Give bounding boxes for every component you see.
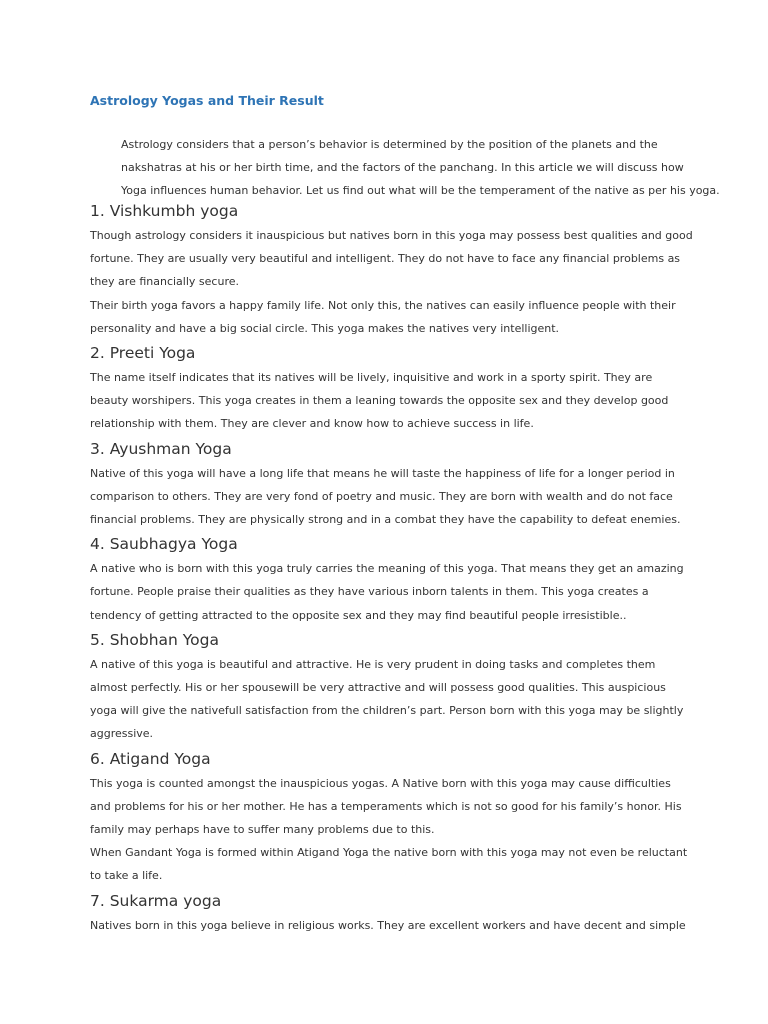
section-heading: 3. Ayushman Yoga [90,439,232,458]
document-title: Astrology Yogas and Their Result [90,93,324,108]
paragraph-line: relationship with them. They are clever and know how to achieve success in life. [90,417,534,431]
paragraph-line: When Gandant Yoga is formed within Atigand Yoga the native born with this yoga may not even be reluctant [90,846,688,860]
section-heading: 5. Shobhan Yoga [90,630,220,649]
section-paragraph [90,224,693,340]
paragraph-line: A native who is born with this yoga truly carries the meaning of this yoga. That means they get an amazing [90,562,684,576]
paragraph-line: Their birth yoga favors a happy family life. Not only this, the natives can easily influence people with their [90,298,676,312]
paragraph-line: The name itself indicates that its natives will be lively, inquisitive and work in a sporty spirit. They are [90,371,653,385]
section-heading: 1. Vishkumbh yoga [90,202,239,220]
section-paragraph [90,366,690,436]
section-heading: 2. Preeti Yoga [90,344,196,363]
paragraph-line: and problems for his or her mother. He has a temperaments which is not so good for his family’s honor. His [90,799,682,813]
paragraph-line: Native of this yoga will have a long life that means he will taste the happiness of life for a longer period in [90,466,675,480]
section-paragraph [90,914,690,937]
paragraph-line: fortune. They are usually very beautiful and intelligent. They do not have to face any financial problems as [90,252,681,266]
section-heading: 7. Sukarma yoga [90,891,222,910]
paragraph-line: tendency of getting attracted to the opposite sex and they may find beautiful people irresistible.. [90,608,627,622]
paragraph-line: fortune. People praise their qualities as they have various inborn talents in them. This yoga creates a [90,585,649,599]
section-heading: 6. Atigand Yoga [90,749,211,768]
paragraph-line: financial problems. They are physically strong and in a combat they have the capability to defeat enemies. [90,513,681,527]
intro-line: nakshatras at his or her birth time, and the factors of the panchang. In this article we will discuss how [121,161,684,174]
paragraph-line: comparison to others. They are very fond of poetry and music. They are born with wealth and do not face [90,489,673,503]
paragraph-line: beauty worshipers. This yoga creates in them a leaning towards the opposite sex and they develop good [90,394,669,408]
paragraph-line: personality and have a big social circle. This yoga makes the natives very intelligent. [90,321,560,335]
paragraph-line: Though astrology considers it inauspicious but natives born in this yoga may possess best qualities and good [90,229,693,242]
paragraph-line: family may perhaps have to suffer many problems due to this. [90,823,435,837]
paragraph-line: This yoga is counted amongst the inauspicious yogas. A Native born with this yoga may cause difficulties [90,776,671,790]
section-heading: 4. Saubhagya Yoga [90,535,238,554]
section-paragraph [90,462,690,532]
intro-paragraph [90,133,720,202]
section-paragraph [90,772,690,888]
intro-line: Yoga influences human behavior. Let us find out what will be the temperament of the native as per his yoga. [121,184,720,197]
paragraph-line: A native of this yoga is beautiful and attractive. He is very prudent in doing tasks and completes them [90,657,656,671]
section-paragraph [90,557,690,627]
paragraph-line: yoga will give the nativefull satisfaction from the children’s part. Person born with this yoga may be slightly [90,704,684,718]
sections-container [90,198,693,937]
paragraph-line: to take a life. [90,869,163,883]
paragraph-line: Natives born in this yoga believe in religious works. They are excellent workers and have decent and simple [90,918,686,932]
paragraph-line: almost perfectly. His or her spousewill be very attractive and will possess good qualities. This auspicious [90,681,666,695]
paragraph-line: they are financially secure. [90,275,239,289]
section-paragraph [90,653,690,746]
paragraph-line: aggressive. [90,727,154,741]
document-page [90,0,720,1024]
intro-line: Astrology considers that a person’s behavior is determined by the position of the planets and the [121,138,658,151]
